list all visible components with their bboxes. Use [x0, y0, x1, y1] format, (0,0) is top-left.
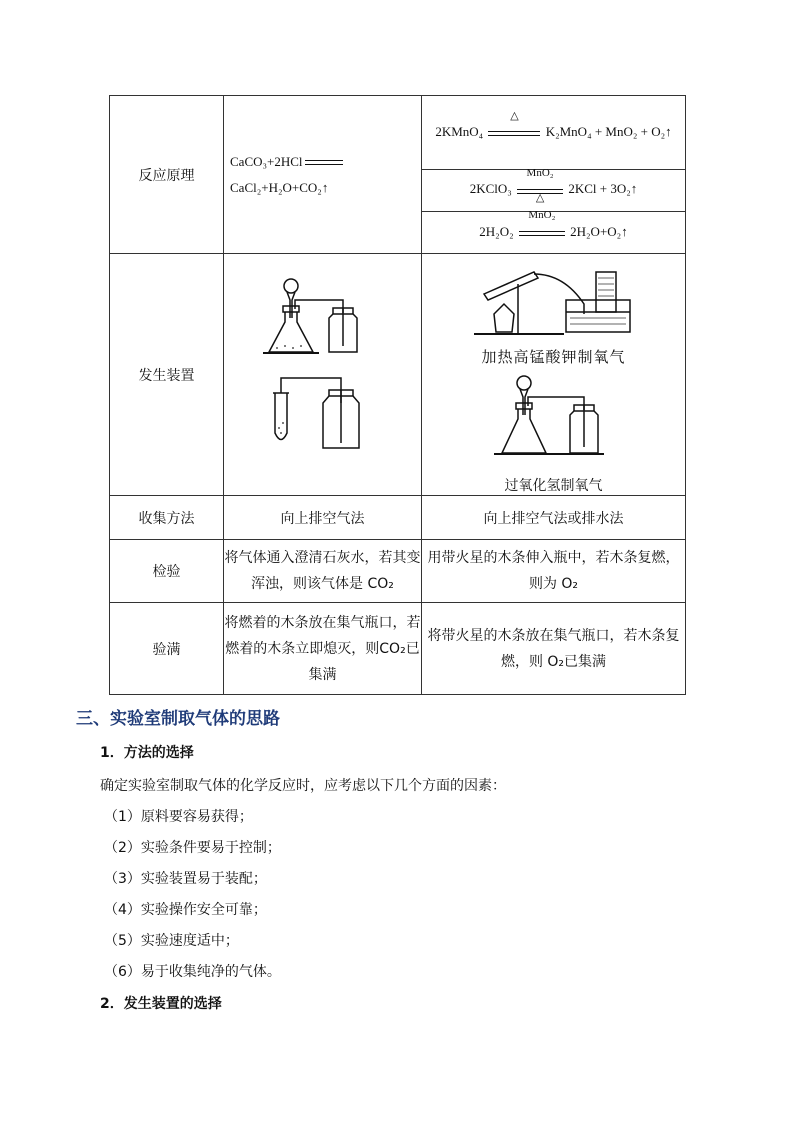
- co2-equation-cell: [224, 96, 422, 254]
- full-label: 验满: [110, 603, 224, 695]
- co2-full: 将燃着的木条放在集气瓶口，若燃着的木条立即熄灭，则CO₂已集满: [224, 603, 422, 695]
- list-item: （3）实验装置易于装配；: [104, 871, 267, 887]
- list-item: （1）原料要容易获得；: [104, 809, 253, 825]
- subheading-method: 1．方法的选择: [100, 745, 194, 761]
- h2o2-eq-right: 2H₂O+O₂↑: [570, 223, 628, 239]
- o2-equations-cell: [422, 96, 686, 254]
- kmno4-condition: △: [486, 125, 542, 141]
- h2o2-eq-left: 2H₂O₂: [479, 223, 514, 239]
- list-item: （2）实验条件要易于控制；: [104, 840, 281, 856]
- list-item: （5）实验速度适中；: [104, 933, 239, 949]
- kclo3-eq-right: 2KCl + 3O₂↑: [568, 181, 638, 197]
- test-label: 检验: [110, 540, 224, 603]
- co2-eq-right: CaCl₂+H₂O+CO₂↑: [230, 179, 329, 195]
- o2-full: 将带火星的木条放在集气瓶口，若木条复燃，则 O₂已集满: [422, 603, 686, 695]
- h2o2-apparatus-diagram: [494, 375, 614, 465]
- co2-test: 将气体通入澄清石灰水，若其变浑浊，则该气体是 CO₂: [224, 540, 422, 603]
- h2o2-caption: 过氧化氢制氧气: [504, 478, 603, 494]
- collection-label: 收集方法: [110, 496, 224, 540]
- kmno4-eq-right: K₂MnO₄ + MnO₂ + O₂↑: [545, 123, 672, 139]
- h2o2-condition: MnO₂: [517, 225, 567, 241]
- apparatus-label: 发生装置: [110, 254, 224, 496]
- o2-test: 用带火星的木条伸入瓶中，若木条复燃，则为 O₂: [422, 540, 686, 603]
- gas-preparation-table: [109, 95, 686, 695]
- kclo3-condition: MnO₂ △: [515, 183, 565, 199]
- intro-paragraph: 确定实验室制取气体的化学反应时，应考虑以下几个方面的因素：: [100, 778, 506, 794]
- kmno4-eq-left: 2KMnO₄: [435, 123, 484, 139]
- o2-collection: 向上排空气法或排水法: [422, 496, 686, 540]
- o2-apparatus-cell: [422, 254, 686, 496]
- equals-sign: [305, 159, 343, 167]
- section-title: 三、实验室制取气体的思路: [76, 709, 280, 729]
- co2-apparatus-diagram: [263, 278, 383, 468]
- co2-eq-left: CaCO₃+2HCl: [230, 153, 303, 169]
- co2-collection: 向上排空气法: [224, 496, 422, 540]
- kclo3-eq-left: 2KClO₃: [469, 181, 512, 197]
- subheading-apparatus: 2．发生装置的选择: [100, 996, 222, 1012]
- list-item: （6）易于收集纯净的气体。: [104, 964, 281, 980]
- kmno4-caption: 加热高锰酸钾制氧气: [481, 350, 626, 366]
- principle-label: 反应原理: [110, 96, 224, 254]
- kmno4-apparatus-diagram: [474, 254, 634, 344]
- co2-apparatus-cell: [224, 254, 422, 496]
- list-item: （4）实验操作安全可靠；: [104, 902, 267, 918]
